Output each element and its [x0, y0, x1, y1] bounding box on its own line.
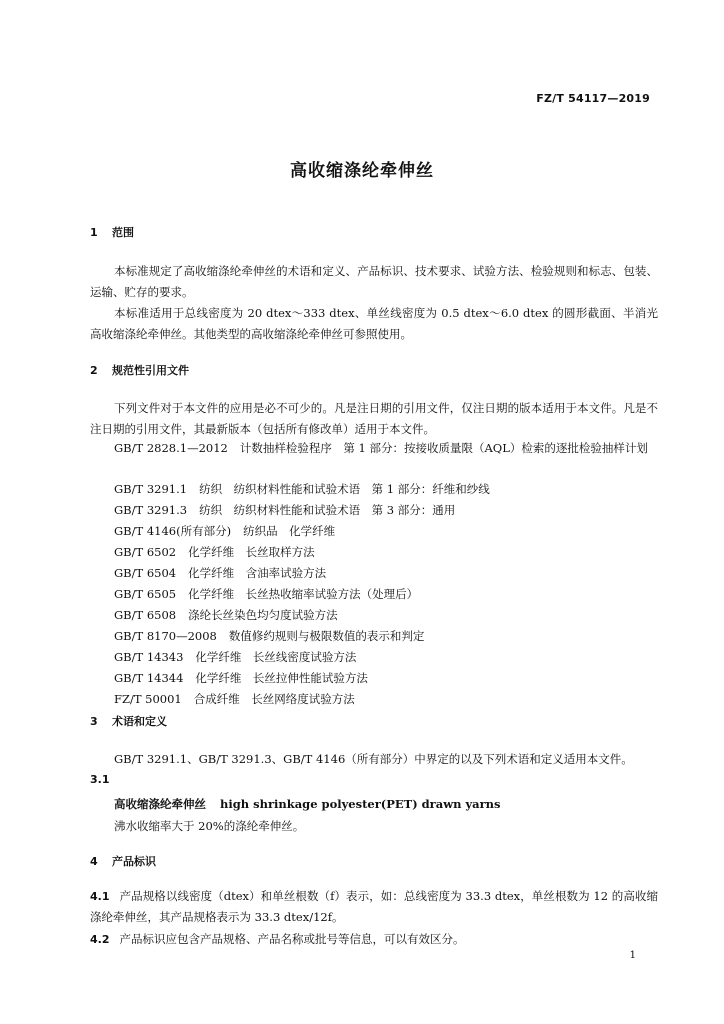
standard-code: FZ/T 54117—2019 — [536, 92, 650, 105]
reference-title: 化学纤维 长丝拉伸性能试验方法 — [195, 671, 368, 685]
reference-code: GB/T 2828.1—2012 — [114, 441, 228, 455]
reference-code: GB/T 3291.1 — [114, 482, 188, 496]
reference-item — [114, 691, 355, 707]
section-number: 4 — [90, 855, 98, 868]
reference-item — [114, 628, 424, 644]
section-number: 1 — [90, 226, 98, 239]
section-2-intro: 下列文件对于本文件的应用是必不可少的。凡是注日期的引用文件，仅注日期的版本适用于本文件。凡是不注日期的引用文件，其最新版本（包括所有修改单）适用于本文件。 — [90, 401, 658, 436]
term-definition: 沸水收缩率大于 20%的涤纶牵伸丝。 — [114, 819, 305, 833]
term-entry — [114, 796, 500, 812]
reference-item — [114, 523, 335, 539]
reference-item — [114, 607, 338, 623]
reference-title: 化学纤维 含油率试验方法 — [188, 566, 327, 580]
clause-item — [90, 929, 658, 950]
section-number: 3 — [90, 715, 98, 728]
section-title: 术语和定义 — [112, 715, 167, 728]
clause-item — [90, 886, 658, 928]
clause-number: 4.1 — [90, 890, 110, 903]
reference-title: 纺织 纺织材料性能和试验术语 第 1 部分：纤维和纱线 — [199, 482, 490, 496]
document-title: 高收缩涤纶牵伸丝 — [290, 161, 434, 181]
reference-item — [90, 438, 658, 459]
reference-item — [114, 649, 356, 665]
reference-item — [114, 502, 455, 518]
clause-text: 产品规格以线密度（dtex）和单丝根数（f）表示，如：总线密度为 33.3 dtex，单丝根数为 12 的高收缩涤纶牵伸丝，其产品规格表示为 33.3 dtex/12f。 — [90, 889, 658, 924]
reference-item — [114, 544, 315, 560]
reference-item — [114, 481, 490, 497]
section-2-heading — [90, 362, 189, 378]
reference-title: 化学纤维 长丝热收缩率试验方法（处理后） — [188, 587, 419, 601]
reference-title: 纺织 纺织材料性能和试验术语 第 3 部分：通用 — [199, 503, 456, 517]
term-english: high shrinkage polyester(PET) drawn yarns — [220, 797, 501, 811]
reference-title: 合成纤维 长丝网络度试验方法 — [193, 692, 355, 706]
section-1-heading — [90, 224, 134, 240]
section-title: 规范性引用文件 — [112, 364, 189, 377]
section-title: 产品标识 — [112, 855, 156, 868]
reference-item — [114, 565, 326, 581]
term-chinese: 高收缩涤纶牵伸丝 — [114, 797, 206, 811]
reference-code: GB/T 6505 — [114, 587, 177, 601]
page-number: 1 — [629, 950, 636, 961]
reference-code: GB/T 14344 — [114, 671, 184, 685]
section-title: 范围 — [112, 226, 134, 239]
reference-code: GB/T 6504 — [114, 566, 177, 580]
reference-title: 化学纤维 长丝取样方法 — [188, 545, 315, 559]
reference-title: 涤纶长丝染色均匀度试验方法 — [188, 608, 338, 622]
section-number: 2 — [90, 364, 98, 377]
reference-title: 纺织品 化学纤维 — [243, 524, 336, 538]
reference-code: GB/T 6508 — [114, 608, 177, 622]
clause-number: 3.1 — [90, 773, 110, 786]
reference-code: FZ/T 50001 — [114, 692, 182, 706]
section-1-paragraph-2: 本标准适用于总线密度为 20 dtex～333 dtex、单丝线密度为 0.5 dtex～6.0 dtex 的圆形截面、半消光高收缩涤纶牵伸丝。其他类型的高收缩涤纶牵伸丝可参照使用。 — [90, 306, 658, 341]
section-1-paragraph-1: 本标准规定了高收缩涤纶牵伸丝的术语和定义、产品标识、技术要求、试验方法、检验规则和标志、包装、运输、贮存的要求。 — [90, 264, 658, 299]
section-3-intro: GB/T 3291.1、GB/T 3291.3、GB/T 4146（所有部分）中界定的以及下列术语和定义适用本文件。 — [114, 752, 633, 766]
reference-code: GB/T 3291.3 — [114, 503, 188, 517]
section-3-heading — [90, 713, 167, 729]
clause-text: 产品标识应包含产品规格、产品名称或批号等信息，可以有效区分。 — [119, 932, 465, 946]
reference-code: GB/T 14343 — [114, 650, 184, 664]
clause-number: 4.2 — [90, 933, 110, 946]
reference-item — [114, 670, 368, 686]
section-4-heading — [90, 853, 156, 869]
reference-code: GB/T 4146(所有部分) — [114, 524, 232, 538]
reference-item — [114, 586, 418, 602]
reference-title: 化学纤维 长丝线密度试验方法 — [195, 650, 357, 664]
reference-title: 数值修约规则与极限数值的表示和判定 — [228, 629, 425, 643]
reference-title: 计数抽样检验程序 第 1 部分：按接收质量限（AQL）检索的逐批检验抽样计划 — [239, 441, 648, 455]
reference-code: GB/T 6502 — [114, 545, 177, 559]
reference-code: GB/T 8170—2008 — [114, 629, 217, 643]
